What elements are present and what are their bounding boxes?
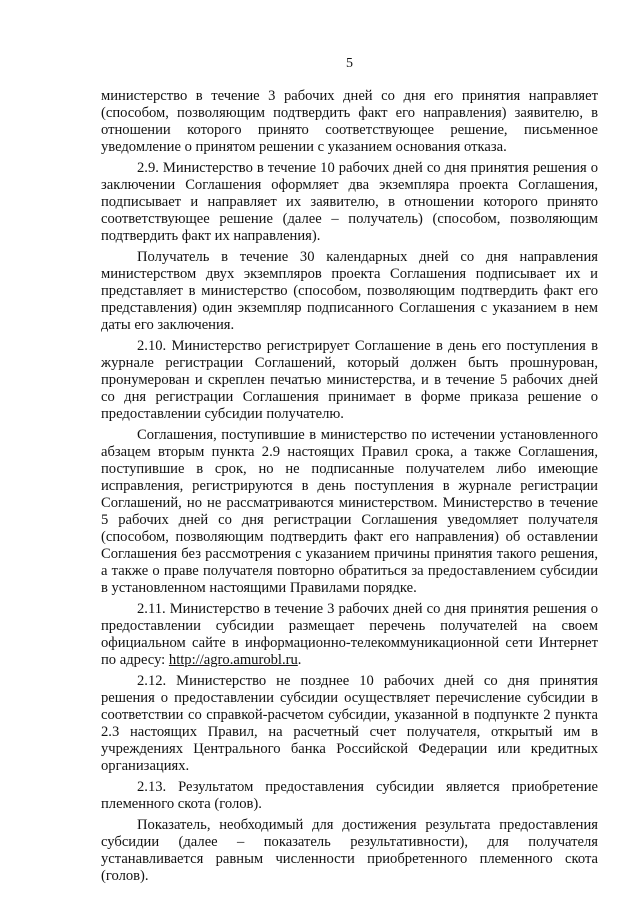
page-number: 5 — [346, 56, 353, 71]
paragraph-2-11-tail: . — [297, 652, 302, 668]
paragraph-recipient-signing: Получатель в течение 30 календарных дней со дня направления министерством двух экземпляров проекта Соглашения подписывает их и представляет в министерство (способом, позволяющим подтвердить факт его представления) один экземпляр подписанного Соглашения с указанием в нем даты его заключения. — [101, 249, 598, 333]
paragraph-2-9: 2.9. Министерство в течение 10 рабочих дней со дня принятия решения о заключении Соглашения оформляет два экземпляра проекта Соглашения, подписывает и направляет их заявителю, в отношении которого принято соответствующее решение (далее – получатель) (способом, позволяющим подтвердить факт их направления). — [101, 160, 598, 244]
paragraph-2-12: 2.12. Министерство не позднее 10 рабочих дней со дня принятия решения о предоставлении субсидии осуществляет перечисление субсидии в соответствии со справкой-расчетом субсидии, указанной в подпункте 2 пункта 2.3 настоящих Правил, на расчетный счет получателя, открытый им в учреждениях Центрального банка Российской Федерации или кредитных организациях. — [101, 673, 598, 774]
paragraph-late-agreements: Соглашения, поступившие в министерство по истечении установленного абзацем вторым пункта 2.9 настоящих Правил срока, а также Соглашения, поступившие в срок, но не подписанные получателем либо имеющие исправления, регистрируются в день поступления в журнале регистрации Соглашений, но не рассматриваются министерством. Министерство в течение 5 рабочих дней со дня регистрации Соглашения уведомляет получателя (способом, позволяющим подтвердить факт его направления) об оставлении Соглашения без рассмотрения с указанием причины принятия такого решения, а также о праве получателя повторно обратиться за предоставлением субсидии в установленном настоящими Правилами порядке. — [101, 427, 598, 596]
paragraph-2-11 — [101, 601, 598, 669]
paragraph-performance-indicator: Показатель, необходимый для достижения результата предоставления субсидии (далее – показатель результативности), для получателя устанавливается равным численности приобретенного племенного скота (голов). — [101, 817, 598, 884]
paragraph-2-10: 2.10. Министерство регистрирует Соглашение в день его поступления в журнале регистрации Соглашений, который должен быть прошнурован, пронумерован и скреплен печатью министерства, и в течение 5 рабочих дней со дня регистрации Соглашения принимает в форме приказа решение о предоставлении субсидии получателю. — [101, 338, 598, 422]
paragraph-2-11-text: 2.11. Министерство в течение 3 рабочих дней со дня принятия решения о предоставлении субсидии размещает перечень получателей на своем официальном сайте в информационно-телекоммуникационной сети Интернет по адресу: — [101, 601, 598, 668]
paragraph-2-13: 2.13. Результатом предоставления субсидии является приобретение племенного скота (голов). — [101, 779, 598, 812]
website-link[interactable]: http://agro.amurobl.ru — [168, 652, 298, 668]
paragraph-refusal-notice: министерство в течение 3 рабочих дней со дня его принятия направляет (способом, позволяющим подтвердить факт его направления) заявителю, в отношении которого принято соответствующее решение, письменное уведомление о принятом решении с указанием основания отказа. — [101, 88, 598, 155]
